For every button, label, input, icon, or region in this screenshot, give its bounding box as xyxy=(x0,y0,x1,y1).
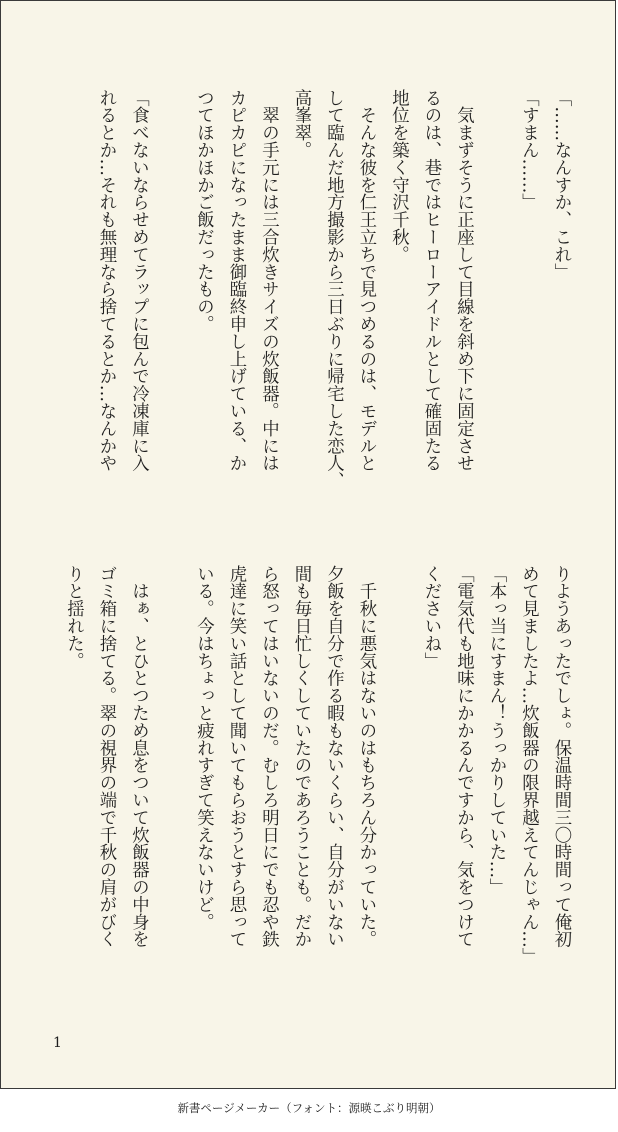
text-line: くださいね」 xyxy=(421,565,441,670)
text-line: りようあったでしょ。保温時間三〇時間って俺初 xyxy=(551,565,571,948)
text-line: 「食べないならせめてラップに包んで冷凍庫に入 xyxy=(128,89,149,472)
page-number: 1 xyxy=(53,1035,62,1051)
text-line: るのは、巷ではヒーローアイドルとして確固たる xyxy=(421,89,441,472)
text-line: りと揺れた。 xyxy=(63,565,84,670)
text-line: 高峯翠。 xyxy=(291,89,311,159)
text-block-bottom xyxy=(47,565,577,1005)
footer-credit: 新書ページメーカー（フォント：源暎こぶり明朝） xyxy=(177,1101,441,1115)
text-line: して臨んだ地方撮影から三日ぶりに帰宅した恋人、 xyxy=(323,89,344,490)
text-line: ら怒ってはいないのだ。むしろ明日にでも忍や鉄 xyxy=(258,565,279,948)
text-line: 「本っ当にすまん！うっかりしていた…」 xyxy=(486,565,506,896)
text-line: 「電気代も地味にかかるんですから、気をつけて xyxy=(453,565,474,948)
blank-line xyxy=(382,565,415,1005)
text-line: はぁ、とひとつため息をついて炊飯器の中身を xyxy=(128,565,149,948)
text-line: つてほかほかご飯だったもの。 xyxy=(193,89,214,333)
text-line: 地位を築く守沢千秋。 xyxy=(388,89,409,263)
text-line: 「すまん……」 xyxy=(518,89,539,211)
text-line: 夕飯を自分で作る暇もないくらい、自分がいない xyxy=(323,565,344,948)
text-block-top xyxy=(47,89,577,529)
blank-line xyxy=(480,89,513,529)
text-line: 「……なんすか、これ」 xyxy=(551,89,571,281)
text-line: そんな彼を仁王立ちで見つめるのは、モデルと xyxy=(356,89,376,472)
text-line: 気まずそうに正座して目線を斜め下に固定させ xyxy=(453,89,474,472)
text-line: 間も毎日忙しくしていたのであろうことも。だか xyxy=(291,565,311,948)
text-line: 千秋に悪気はないのはもちろん分かっていた。 xyxy=(356,565,376,948)
blank-line xyxy=(155,89,188,529)
text-line: カピカピになったまま御臨終申し上げている、か xyxy=(226,89,246,472)
text-line: れるとか…それも無理なら捨てるとか…なんかや xyxy=(96,89,116,472)
text-line: いる。今はちょっと疲れすぎて笑えないけど。 xyxy=(193,565,214,931)
text-line: ゴミ箱に捨てる。翠の視界の端で千秋の肩がびく xyxy=(96,565,116,948)
text-line: めて見ましたよ…炊飯器の限界越えてんじゃん…」 xyxy=(518,565,539,966)
text-line: 虎達に笑い話として聞いてもらおうとすら思って xyxy=(226,565,246,948)
text-line: 翠の手元には三合炊きサイズの炊飯器。中には xyxy=(258,89,279,472)
blank-line xyxy=(155,565,188,1005)
